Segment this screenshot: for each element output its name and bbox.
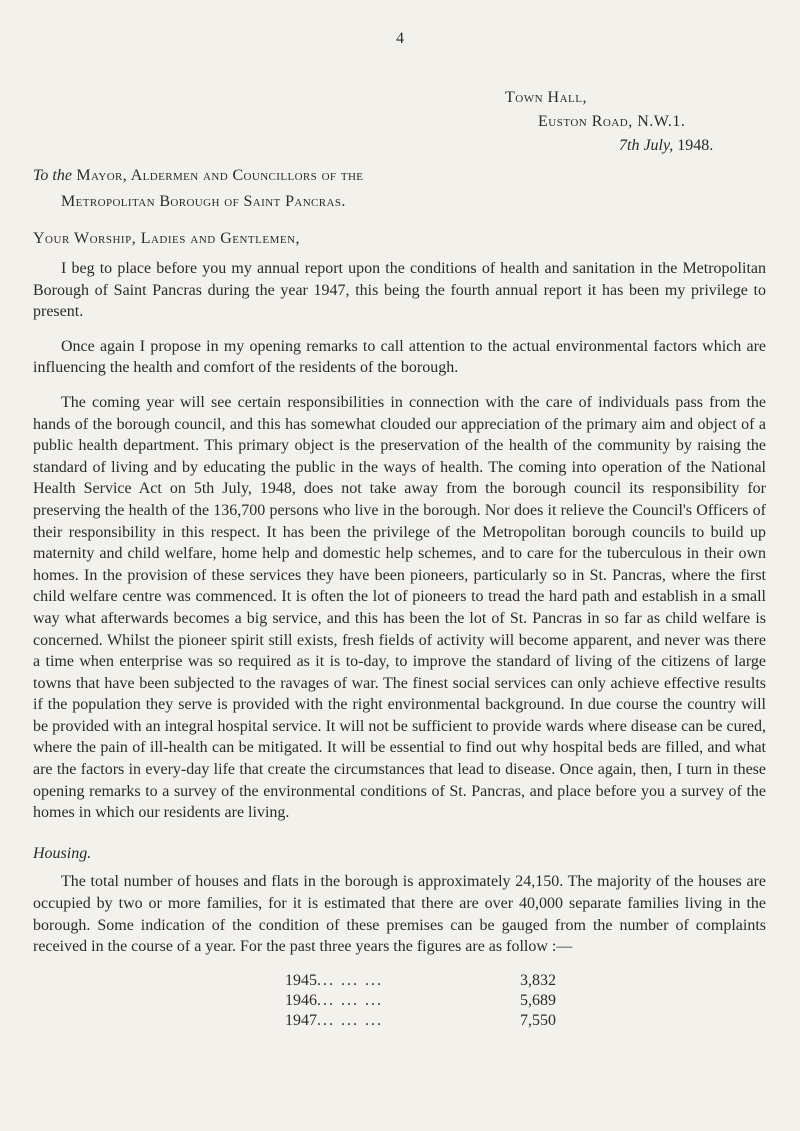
date-day: 7th (619, 137, 640, 154)
address-line-1: Town Hall, (505, 89, 587, 106)
table-row (285, 971, 556, 991)
addressee-line-2: Metropolitan Borough of Saint Pancras. (61, 193, 346, 210)
addressee-line-1: Mayor, Aldermen and Councillors of the (76, 167, 364, 184)
addressee (33, 163, 363, 215)
page-number: 4 (396, 30, 404, 47)
paragraph-environment: Once again I propose in my opening remarks to call attention to the actual environmental factors which are influencing the health and comfort of the residents of the borough. (33, 337, 766, 377)
row-year: 1947 (285, 1011, 317, 1029)
section-heading-housing: Housing. (33, 844, 92, 862)
salutation: Your Worship, Ladies and Gentlemen, (33, 230, 301, 247)
row-leader-dots: ... ... ... (317, 1011, 383, 1029)
row-leader-dots: ... ... ... (317, 991, 383, 1009)
row-value: 5,689 (520, 991, 556, 1009)
complaints-table (285, 971, 556, 1031)
date-month: July, (643, 137, 674, 154)
paragraph-housing: The total number of houses and flats in the borough is approximately 24,150. The majority of the houses are occupied by two or more families, for it is estimated that there are over 40,000 separate families living in the borough. Some indication of the condition of these premises can be gauged from the number of complaints received in the course of a year. For the past three years the figures are as follow :— (33, 873, 766, 956)
date-year: 1948. (677, 137, 714, 154)
paragraph-intro: I beg to place before you my annual report upon the conditions of health and sanitation in the Metropolitan Borough of Saint Pancras during the year 1947, this being the fourth annual report it has been my privilege to present. (33, 260, 766, 321)
addressee-lead: To the (33, 167, 72, 184)
sender-address (505, 86, 685, 134)
letter-date (619, 137, 713, 155)
table-row (285, 991, 556, 1011)
table-row (285, 1011, 556, 1031)
paragraph-responsibilities: The coming year will see certain responsibilities in connection with the care of individuals pass from the hands of the borough council, and this has somewhat clouded our appreciation of the primary aim and object of a public health department. This primary object is the preservation of the health of the community by raising the standard of living and by educating the public in the ways of health. The coming into operation of the National Health Service Act on 5th July, 1948, does not take away from the borough council its responsibility for preserving the health of the 136,700 persons who live in the borough. Nor does it relieve the Council's Officers of their responsibility in this respect. It has been the privilege of the Metropolitan borough councils to build up maternity and child welfare, home help and domestic help schemes, and to care for the tuberculous in their own homes. In the provision of these services they have been pioneers, particularly so in St. Pancras, where the first child welfare centre was commenced. It is often the lot of pioneers to tread the hard path and establish in a small way what afterwards becomes a big service, and this has been the lot of St. Pancras in so far as child welfare is concerned. Whilst the pioneer spirit still exists, fresh fields of activity will become apparent, and never was there a time when enterprise was so required as it is to-day, to improve the standard of living of the citizens of large towns that have been subjected to the ravages of war. The finest social services can only achieve effective results if the population they serve is provided with the right environmental background. In due course the country will be provided with an integral hospital service. It will not be sufficient to provide wards where disease can be cured, where the pain of ill-health can be mitigated. It will be essential to find out why hospital beds are filled, and what are the factors in every-day life that create the circumstances that lead to disease. Once again, then, I turn in these opening remarks to a survey of the environmental conditions of St. Pancras, and place before you a survey of the homes in which our residents are living. (33, 393, 766, 822)
report-body (33, 258, 766, 1031)
row-value: 7,550 (520, 1011, 556, 1029)
address-line-2: Euston Road, N.W.1. (538, 113, 686, 130)
row-value: 3,832 (520, 971, 556, 989)
row-year: 1945 (285, 971, 317, 989)
row-year: 1946 (285, 991, 317, 1009)
row-leader-dots: ... ... ... (317, 971, 383, 989)
